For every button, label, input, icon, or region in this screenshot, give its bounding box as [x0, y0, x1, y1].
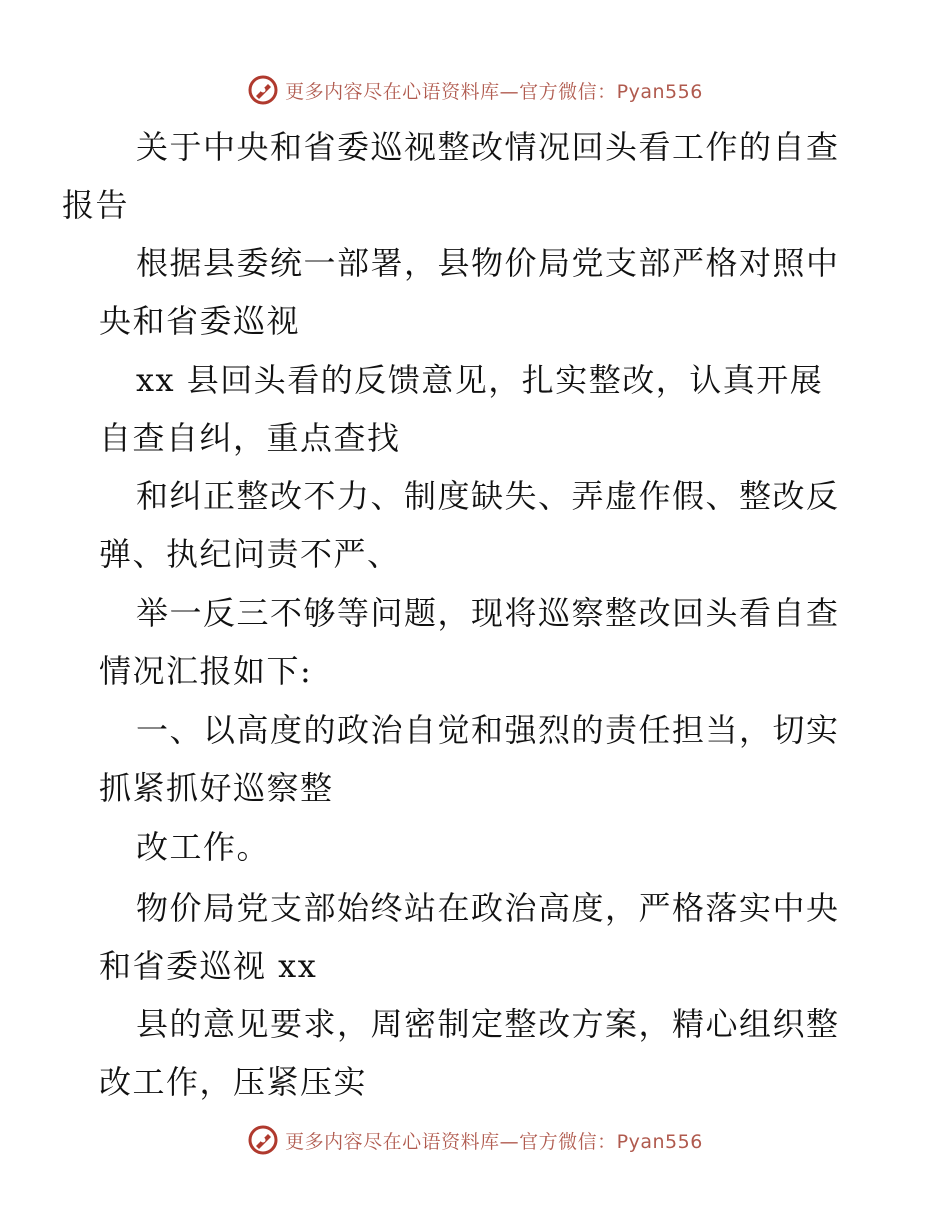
section-heading-continued — [99, 818, 859, 876]
paragraph-line: 一、以高度的政治自觉和强烈的责任担当，切实 — [136, 711, 840, 749]
paragraph-line: 央和省委巡视 — [99, 302, 301, 340]
paragraph — [99, 467, 859, 583]
footer-watermark — [0, 1120, 950, 1160]
paragraph-line: xx 县回头看的反馈意见，扎实整改，认真开展 — [136, 361, 824, 399]
paragraph-line: 物价局党支部始终站在政治高度，严格落实中央 — [136, 889, 840, 927]
paragraph-line: 情况汇报如下: — [99, 652, 313, 690]
paragraph-line: 改工作，压紧压实 — [99, 1063, 368, 1101]
paragraph — [99, 234, 859, 350]
pen-logo-icon — [247, 74, 279, 106]
document-title — [62, 118, 859, 234]
paragraph-line: 和省委巡视 xx — [99, 947, 318, 985]
paragraph — [99, 351, 859, 467]
section-heading — [99, 701, 859, 817]
watermark-text: 更多内容尽在心语资料库—官方微信：Pyan556 — [285, 80, 703, 103]
paragraph-line: 自查自纠，重点查找 — [99, 419, 401, 457]
paragraph-line: 弹、执纪问责不严、 — [99, 535, 401, 573]
paragraph-line: 县的意见要求，周密制定整改方案，精心组织整 — [136, 1005, 840, 1043]
watermark-text: 更多内容尽在心语资料库—官方微信：Pyan556 — [285, 1130, 703, 1153]
paragraph — [99, 879, 859, 995]
paragraph-line: 抓紧抓好巡察整 — [99, 769, 334, 807]
paragraph — [99, 584, 859, 700]
paragraph-line: 报告 — [62, 186, 130, 224]
paragraph-line: 关于中央和省委巡视整改情况回头看工作的自查 — [136, 128, 840, 166]
paragraph-line: 举一反三不够等问题，现将巡察整改回头看自查 — [136, 594, 840, 632]
paragraph-line: 和纠正整改不力、制度缺失、弄虚作假、整改反 — [136, 477, 840, 515]
pen-logo-icon — [247, 1124, 279, 1156]
paragraph-line: 根据县委统一部署，县物价局党支部严格对照中 — [136, 244, 840, 282]
paragraph-line: 改工作。 — [136, 828, 271, 866]
header-watermark — [0, 70, 950, 110]
paragraph — [99, 995, 859, 1111]
